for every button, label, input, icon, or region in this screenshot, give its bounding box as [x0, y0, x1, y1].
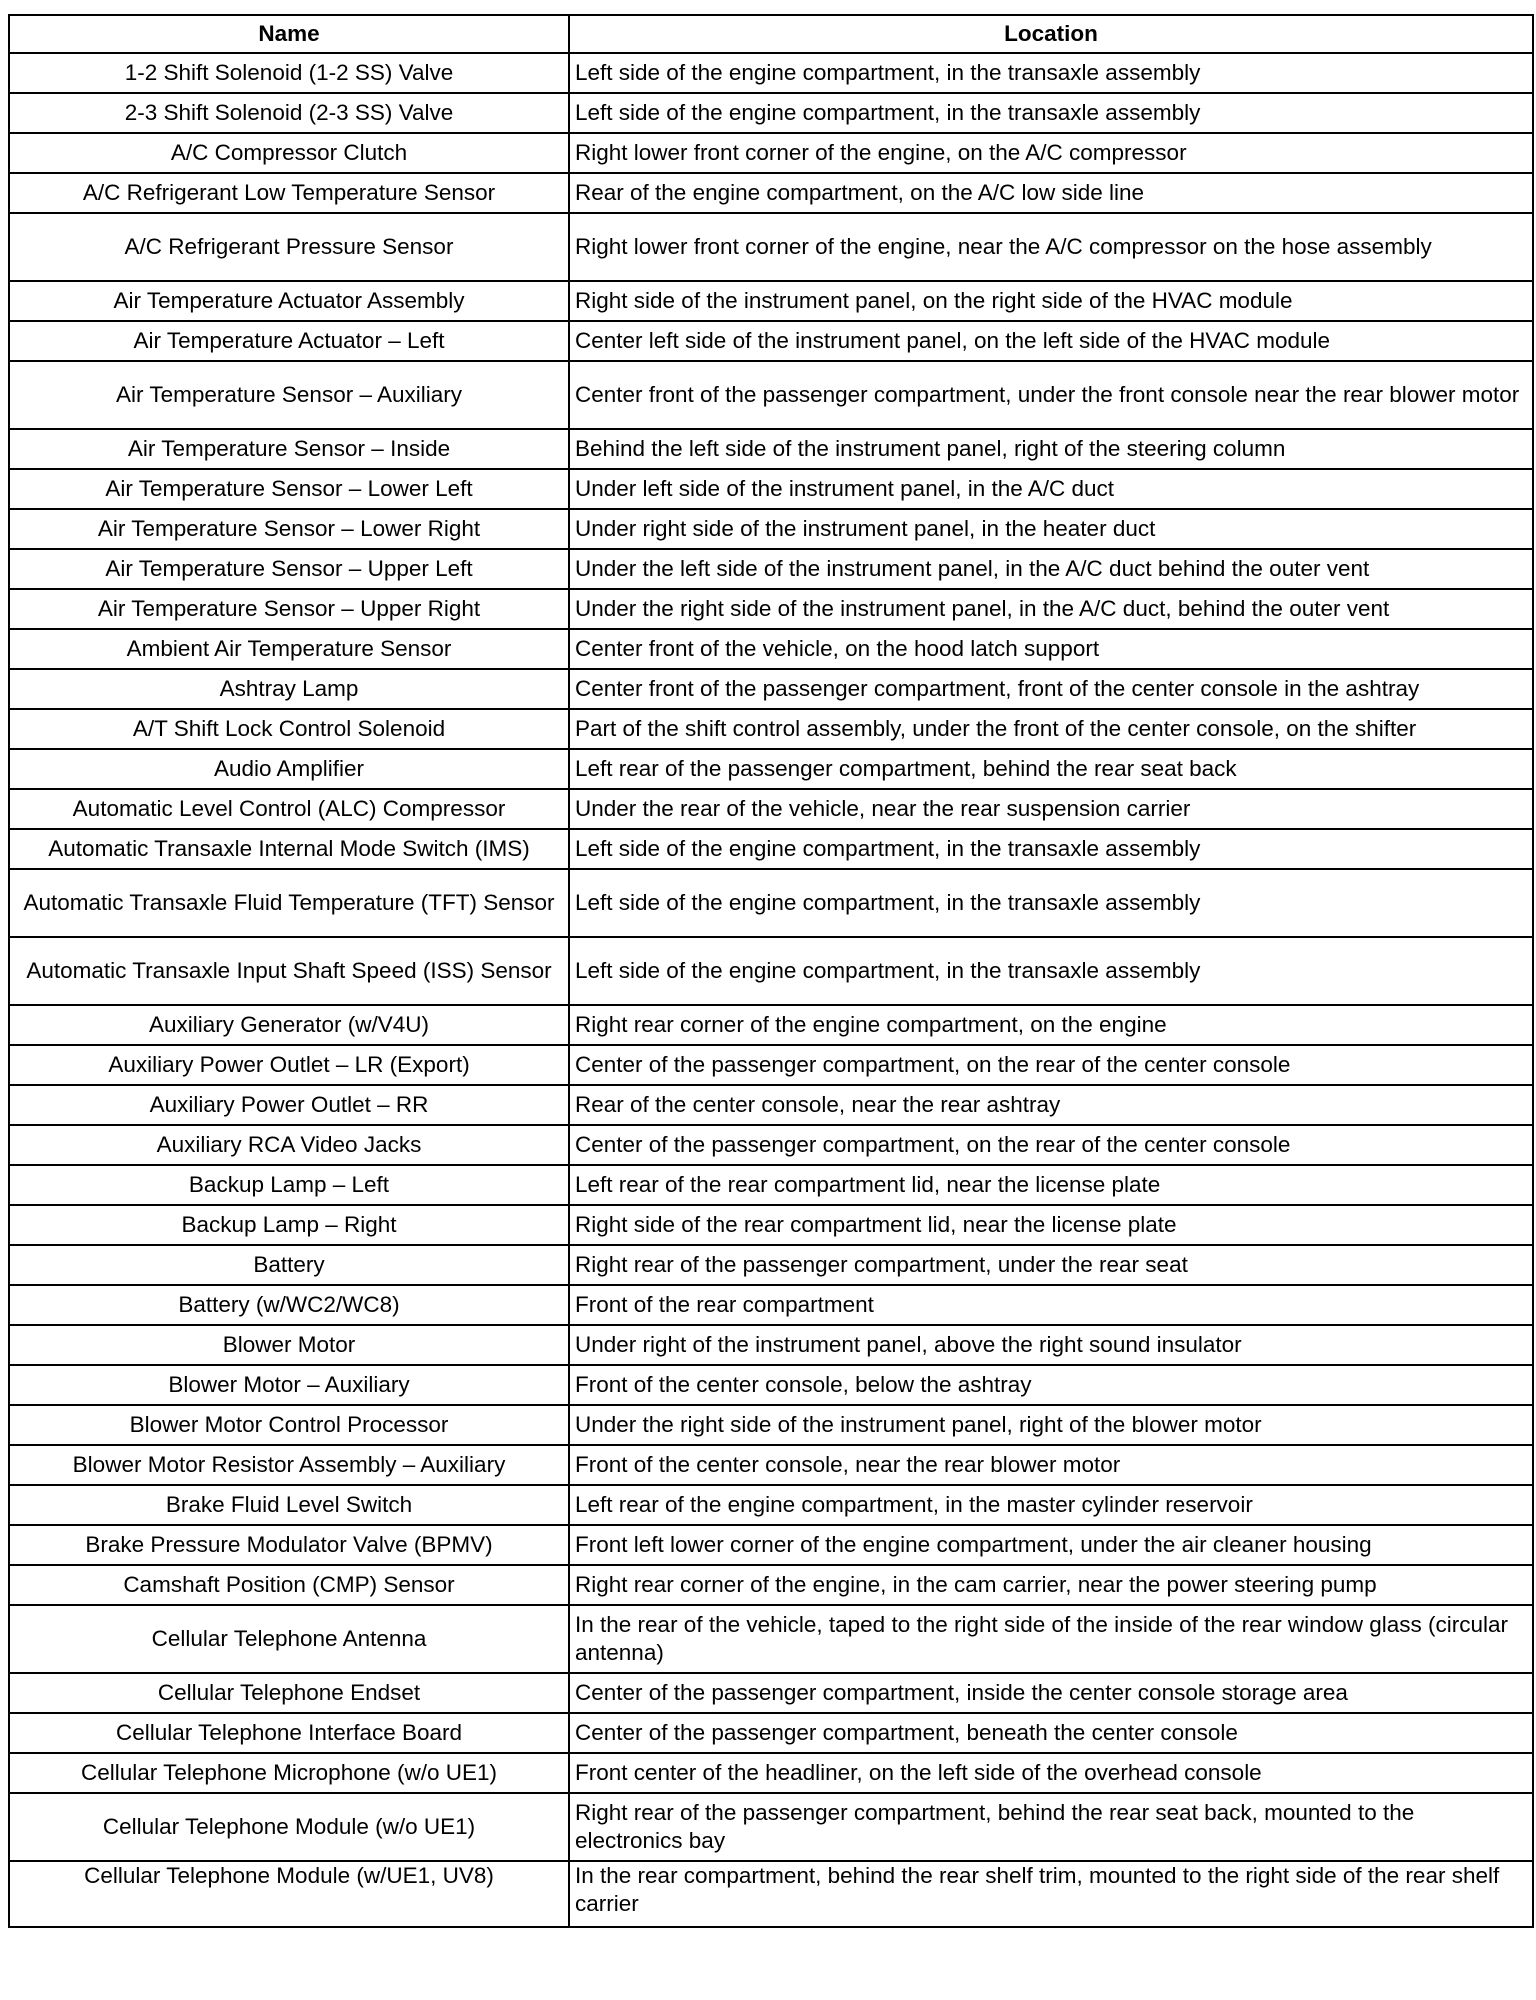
- table-row: [9, 133, 1533, 173]
- component-name-cell: Air Temperature Sensor – Upper Left: [9, 549, 569, 589]
- component-location-cell: Right rear corner of the engine, in the cam carrier, near the power steering pump: [569, 1565, 1533, 1605]
- table-row: [9, 1485, 1533, 1525]
- component-name-cell: Auxiliary Power Outlet – RR: [9, 1085, 569, 1125]
- component-name-cell: Backup Lamp – Left: [9, 1165, 569, 1205]
- component-name-cell: Cellular Telephone Antenna: [9, 1605, 569, 1673]
- component-location-cell: In the rear of the vehicle, taped to the right side of the inside of the rear window glass (circular antenna): [569, 1605, 1533, 1673]
- component-location-cell: Left side of the engine compartment, in the transaxle assembly: [569, 93, 1533, 133]
- component-name-cell: Automatic Transaxle Fluid Temperature (TFT) Sensor: [9, 869, 569, 937]
- component-name-cell: Automatic Transaxle Internal Mode Switch (IMS): [9, 829, 569, 869]
- table-row: [9, 549, 1533, 589]
- table-row: [9, 93, 1533, 133]
- table-row: [9, 749, 1533, 789]
- table-row: [9, 429, 1533, 469]
- component-location-cell: Under right side of the instrument panel, in the heater duct: [569, 509, 1533, 549]
- table-row: [9, 53, 1533, 93]
- table-row: [9, 173, 1533, 213]
- table-row: [9, 1565, 1533, 1605]
- component-name-cell: Brake Pressure Modulator Valve (BPMV): [9, 1525, 569, 1565]
- component-name-cell: Battery (w/WC2/WC8): [9, 1285, 569, 1325]
- component-name-cell: Blower Motor Control Processor: [9, 1405, 569, 1445]
- component-name-cell: Ambient Air Temperature Sensor: [9, 629, 569, 669]
- component-name-cell: Brake Fluid Level Switch: [9, 1485, 569, 1525]
- component-location-cell: Rear of the engine compartment, on the A/C low side line: [569, 173, 1533, 213]
- table-row: [9, 1085, 1533, 1125]
- component-name-cell: Blower Motor: [9, 1325, 569, 1365]
- component-name-cell: Ashtray Lamp: [9, 669, 569, 709]
- table-row: [9, 789, 1533, 829]
- component-location-cell: Right rear corner of the engine compartment, on the engine: [569, 1005, 1533, 1045]
- component-location-cell: Left rear of the rear compartment lid, near the license plate: [569, 1165, 1533, 1205]
- table-row: [9, 1205, 1533, 1245]
- component-location-cell: Front of the center console, near the rear blower motor: [569, 1445, 1533, 1485]
- component-location-cell: Right lower front corner of the engine, near the A/C compressor on the hose assembly: [569, 213, 1533, 281]
- table-row: [9, 469, 1533, 509]
- table-row: [9, 1861, 1533, 1927]
- component-name-cell: Cellular Telephone Interface Board: [9, 1713, 569, 1753]
- table-row: [9, 937, 1533, 1005]
- component-name-cell: 2-3 Shift Solenoid (2-3 SS) Valve: [9, 93, 569, 133]
- component-name-cell: A/C Compressor Clutch: [9, 133, 569, 173]
- component-location-cell: Under the left side of the instrument panel, in the A/C duct behind the outer vent: [569, 549, 1533, 589]
- table-row: [9, 1525, 1533, 1565]
- component-location-cell: Behind the left side of the instrument panel, right of the steering column: [569, 429, 1533, 469]
- component-name-cell: Air Temperature Sensor – Inside: [9, 429, 569, 469]
- column-header-location: Location: [569, 15, 1533, 53]
- component-name-cell: Auxiliary Generator (w/V4U): [9, 1005, 569, 1045]
- component-location-cell: Under the right side of the instrument panel, in the A/C duct, behind the outer vent: [569, 589, 1533, 629]
- table-row: [9, 1165, 1533, 1205]
- component-location-cell: Center of the passenger compartment, on the rear of the center console: [569, 1125, 1533, 1165]
- table-row: [9, 1245, 1533, 1285]
- component-location-cell: Front of the rear compartment: [569, 1285, 1533, 1325]
- table-row: [9, 509, 1533, 549]
- component-name-cell: Cellular Telephone Module (w/UE1, UV8): [9, 1861, 569, 1927]
- component-name-cell: Air Temperature Actuator Assembly: [9, 281, 569, 321]
- component-name-cell: Blower Motor – Auxiliary: [9, 1365, 569, 1405]
- component-name-cell: Air Temperature Sensor – Lower Left: [9, 469, 569, 509]
- table-row: [9, 281, 1533, 321]
- component-name-cell: 1-2 Shift Solenoid (1-2 SS) Valve: [9, 53, 569, 93]
- component-location-cell: Center front of the vehicle, on the hood latch support: [569, 629, 1533, 669]
- table-row: [9, 709, 1533, 749]
- component-name-cell: Automatic Transaxle Input Shaft Speed (ISS) Sensor: [9, 937, 569, 1005]
- component-location-cell: Left side of the engine compartment, in the transaxle assembly: [569, 869, 1533, 937]
- component-name-cell: A/T Shift Lock Control Solenoid: [9, 709, 569, 749]
- component-name-cell: Camshaft Position (CMP) Sensor: [9, 1565, 569, 1605]
- component-name-cell: Backup Lamp – Right: [9, 1205, 569, 1245]
- table-row: [9, 213, 1533, 281]
- table-row: [9, 1005, 1533, 1045]
- component-location-cell: Right rear of the passenger compartment, behind the rear seat back, mounted to the electronics bay: [569, 1793, 1533, 1861]
- component-location-cell: Left side of the engine compartment, in the transaxle assembly: [569, 937, 1533, 1005]
- component-name-cell: Blower Motor Resistor Assembly – Auxiliary: [9, 1445, 569, 1485]
- component-name-cell: Auxiliary RCA Video Jacks: [9, 1125, 569, 1165]
- component-name-cell: Cellular Telephone Microphone (w/o UE1): [9, 1753, 569, 1793]
- table-row: [9, 1365, 1533, 1405]
- table-row: [9, 869, 1533, 937]
- table-row: [9, 1445, 1533, 1485]
- component-location-cell: Center left side of the instrument panel, on the left side of the HVAC module: [569, 321, 1533, 361]
- component-name-cell: A/C Refrigerant Pressure Sensor: [9, 213, 569, 281]
- table-row: [9, 361, 1533, 429]
- component-location-cell: Front center of the headliner, on the left side of the overhead console: [569, 1753, 1533, 1793]
- component-location-cell: Right lower front corner of the engine, on the A/C compressor: [569, 133, 1533, 173]
- component-location-table: [8, 14, 1534, 1928]
- table-row: [9, 629, 1533, 669]
- component-name-cell: Cellular Telephone Module (w/o UE1): [9, 1793, 569, 1861]
- table-row: [9, 829, 1533, 869]
- table-row: [9, 1673, 1533, 1713]
- table-row: [9, 1285, 1533, 1325]
- component-name-cell: Air Temperature Actuator – Left: [9, 321, 569, 361]
- component-location-cell: Center front of the passenger compartment, under the front console near the rear blower motor: [569, 361, 1533, 429]
- component-location-cell: Right side of the instrument panel, on the right side of the HVAC module: [569, 281, 1533, 321]
- component-location-cell: Center of the passenger compartment, on the rear of the center console: [569, 1045, 1533, 1085]
- component-name-cell: Auxiliary Power Outlet – LR (Export): [9, 1045, 569, 1085]
- component-name-cell: Battery: [9, 1245, 569, 1285]
- table-row: [9, 589, 1533, 629]
- component-location-cell: Rear of the center console, near the rear ashtray: [569, 1085, 1533, 1125]
- component-location-cell: Left side of the engine compartment, in the transaxle assembly: [569, 53, 1533, 93]
- component-name-cell: Cellular Telephone Endset: [9, 1673, 569, 1713]
- table-row: [9, 1045, 1533, 1085]
- component-location-cell: Left side of the engine compartment, in the transaxle assembly: [569, 829, 1533, 869]
- table-row: [9, 1713, 1533, 1753]
- table-row: [9, 1325, 1533, 1365]
- component-location-cell: Front of the center console, below the ashtray: [569, 1365, 1533, 1405]
- component-location-cell: Right rear of the passenger compartment, under the rear seat: [569, 1245, 1533, 1285]
- component-location-cell: In the rear compartment, behind the rear shelf trim, mounted to the right side of the rear shelf carrier: [569, 1861, 1533, 1927]
- component-location-cell: Left rear of the passenger compartment, behind the rear seat back: [569, 749, 1533, 789]
- table-row: [9, 1793, 1533, 1861]
- component-location-cell: Under left side of the instrument panel, in the A/C duct: [569, 469, 1533, 509]
- component-location-document: [8, 14, 1532, 1928]
- component-location-cell: Center front of the passenger compartment, front of the center console in the ashtray: [569, 669, 1533, 709]
- component-name-cell: Automatic Level Control (ALC) Compressor: [9, 789, 569, 829]
- component-name-cell: Air Temperature Sensor – Auxiliary: [9, 361, 569, 429]
- component-name-cell: Air Temperature Sensor – Lower Right: [9, 509, 569, 549]
- table-row: [9, 1753, 1533, 1793]
- component-name-cell: A/C Refrigerant Low Temperature Sensor: [9, 173, 569, 213]
- component-location-cell: Center of the passenger compartment, beneath the center console: [569, 1713, 1533, 1753]
- column-header-name: Name: [9, 15, 569, 53]
- table-row: [9, 1605, 1533, 1673]
- component-name-cell: Air Temperature Sensor – Upper Right: [9, 589, 569, 629]
- component-location-cell: Right side of the rear compartment lid, near the license plate: [569, 1205, 1533, 1245]
- component-location-cell: Front left lower corner of the engine compartment, under the air cleaner housing: [569, 1525, 1533, 1565]
- component-location-cell: Center of the passenger compartment, inside the center console storage area: [569, 1673, 1533, 1713]
- component-location-cell: Under right of the instrument panel, above the right sound insulator: [569, 1325, 1533, 1365]
- component-location-cell: Left rear of the engine compartment, in the master cylinder reservoir: [569, 1485, 1533, 1525]
- component-location-cell: Under the right side of the instrument panel, right of the blower motor: [569, 1405, 1533, 1445]
- table-row: [9, 669, 1533, 709]
- component-location-cell: Under the rear of the vehicle, near the rear suspension carrier: [569, 789, 1533, 829]
- table-row: [9, 1125, 1533, 1165]
- table-row: [9, 1405, 1533, 1445]
- table-header-row: [9, 15, 1533, 53]
- component-name-cell: Audio Amplifier: [9, 749, 569, 789]
- table-row: [9, 321, 1533, 361]
- component-location-cell: Part of the shift control assembly, under the front of the center console, on the shifter: [569, 709, 1533, 749]
